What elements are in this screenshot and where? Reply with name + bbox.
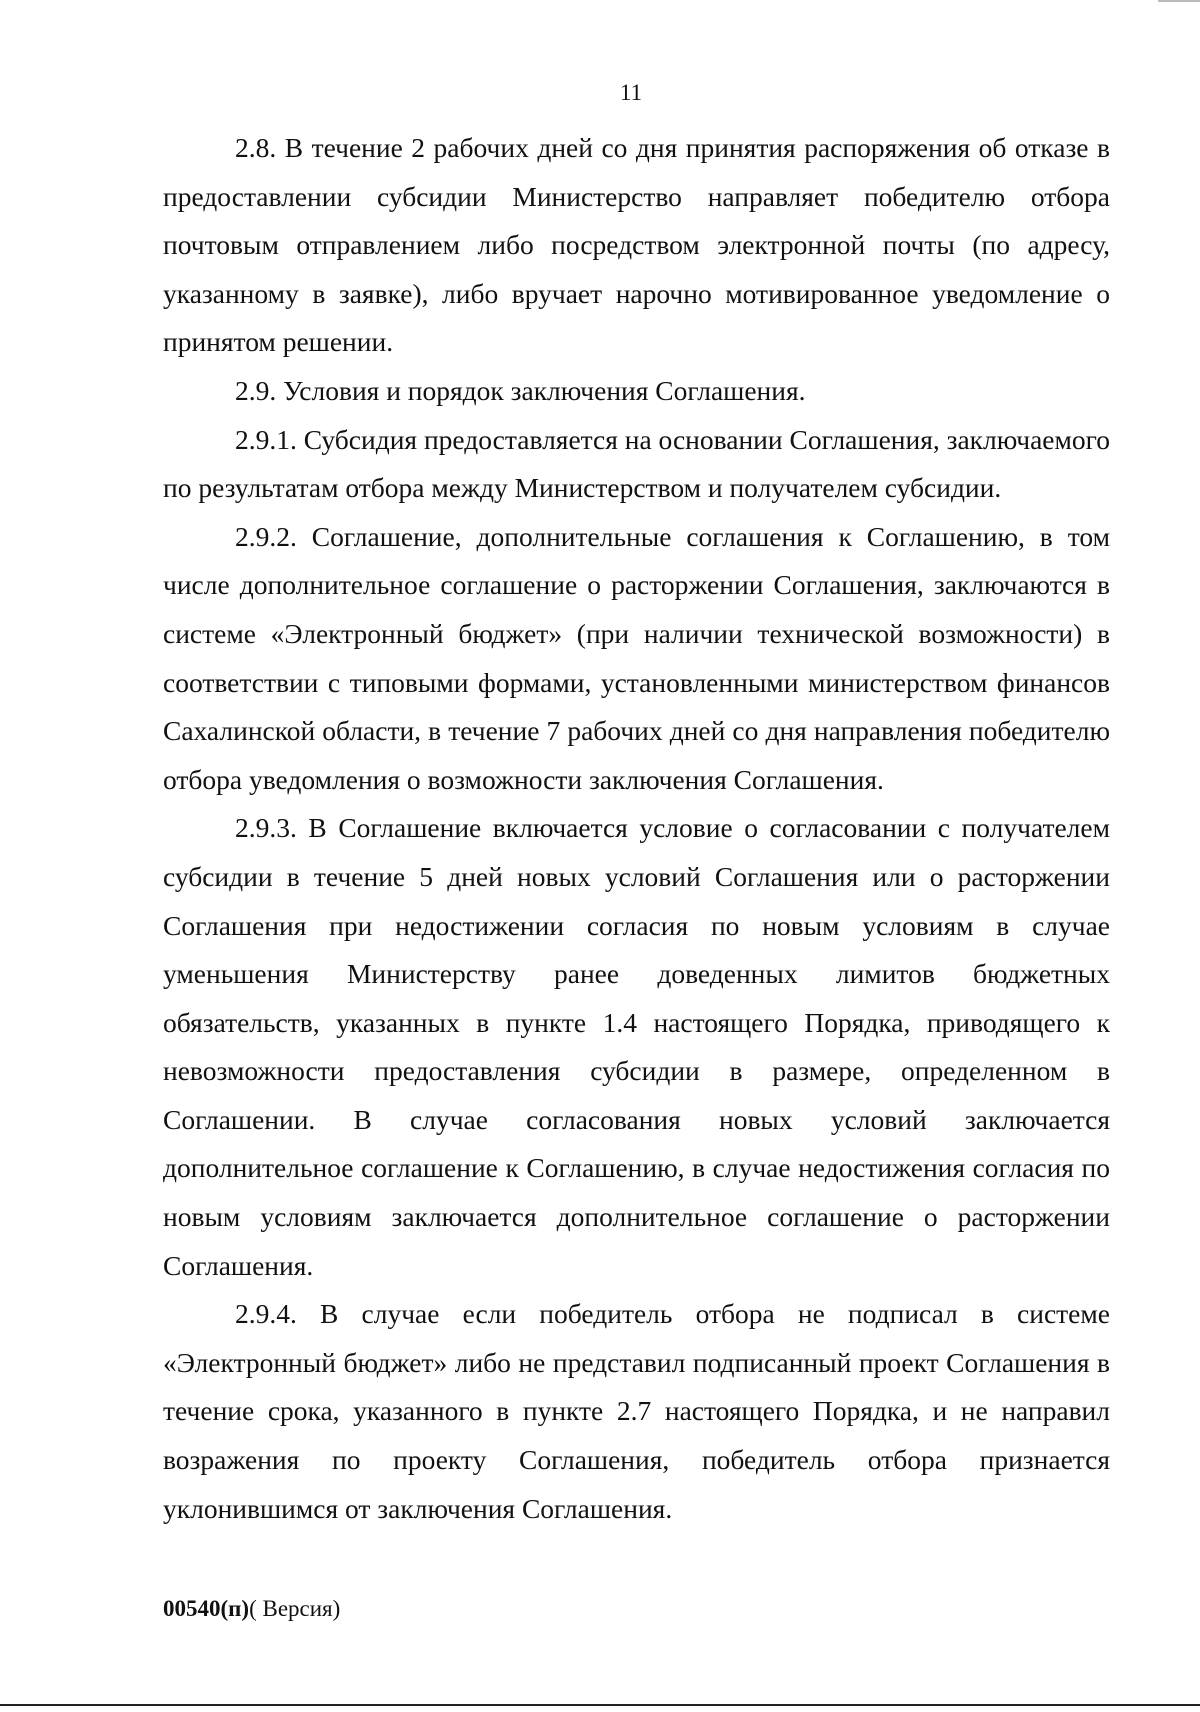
paragraph-2-9-1: 2.9.1. Субсидия предоставляется на основании Соглашения, заключаемого по результатам отбора между Министерством и получателем субсидии. (163, 423, 1110, 504)
document-body (163, 124, 1110, 1533)
paragraph-2-9-3: 2.9.3. В Соглашение включается условие о согласовании с получателем субсидии в течение 5 дней новых условий Соглашения или о расторжении Соглашения при недостижении согласия по новым условиям в случае уменьшения Министерству ранее доведенных лимитов бюджетных обязательств, указанных в пункте 1.4 настоящего Порядка, приводящего к невозможности предоставления субсидии в размере, определенном в Соглашении. В случае согласования новых условий заключается дополнительное соглашение к Соглашению, в случае недостижения согласия по новым условиям заключается дополнительное соглашение о расторжении Соглашения. (163, 812, 1110, 1281)
document-code: 00540(п) (163, 1596, 250, 1621)
scan-edge-line (0, 1704, 1200, 1706)
paragraph-2-9: 2.9. Условия и порядок заключения Соглашения. (235, 374, 806, 406)
document-version: ( Версия) (249, 1596, 341, 1621)
paragraph-2-9-4: 2.9.4. В случае если победитель отбора не подписал в системе «Электронный бюджет» либо не представил подписанный проект Соглашения в течение срока, указанного в пункте 2.7 настоящего Порядка, и не направил возражения по проекту Соглашения, победитель отбора признается уклонившимся от заключения Соглашения. (163, 1298, 1110, 1524)
paragraph-2-9-2: 2.9.2. Соглашение, дополнительные соглашения к Соглашению, в том числе дополнительное соглашение о расторжении Соглашения, заключаются в системе «Электронный бюджет» (при наличии технической возможности) в соответствии с типовыми формами, установленными министерством финансов Сахалинской области, в течение 7 рабочих дней со дня направления победителю отбора уведомления о возможности заключения Соглашения. (163, 520, 1110, 795)
paragraph-2-8: 2.8. В течение 2 рабочих дней со дня принятия распоряжения об отказе в предоставлении субсидии Министерство направляет победителю отбора почтовым отправлением либо посредством электронной почты (по адресу, указанному в заявке), либо вручает нарочно мотивированное уведомление о принятом решении. (163, 132, 1110, 358)
page-number: 11 (619, 80, 643, 105)
scan-corner-mark (1158, 0, 1200, 2)
document-footer (163, 1596, 340, 1622)
